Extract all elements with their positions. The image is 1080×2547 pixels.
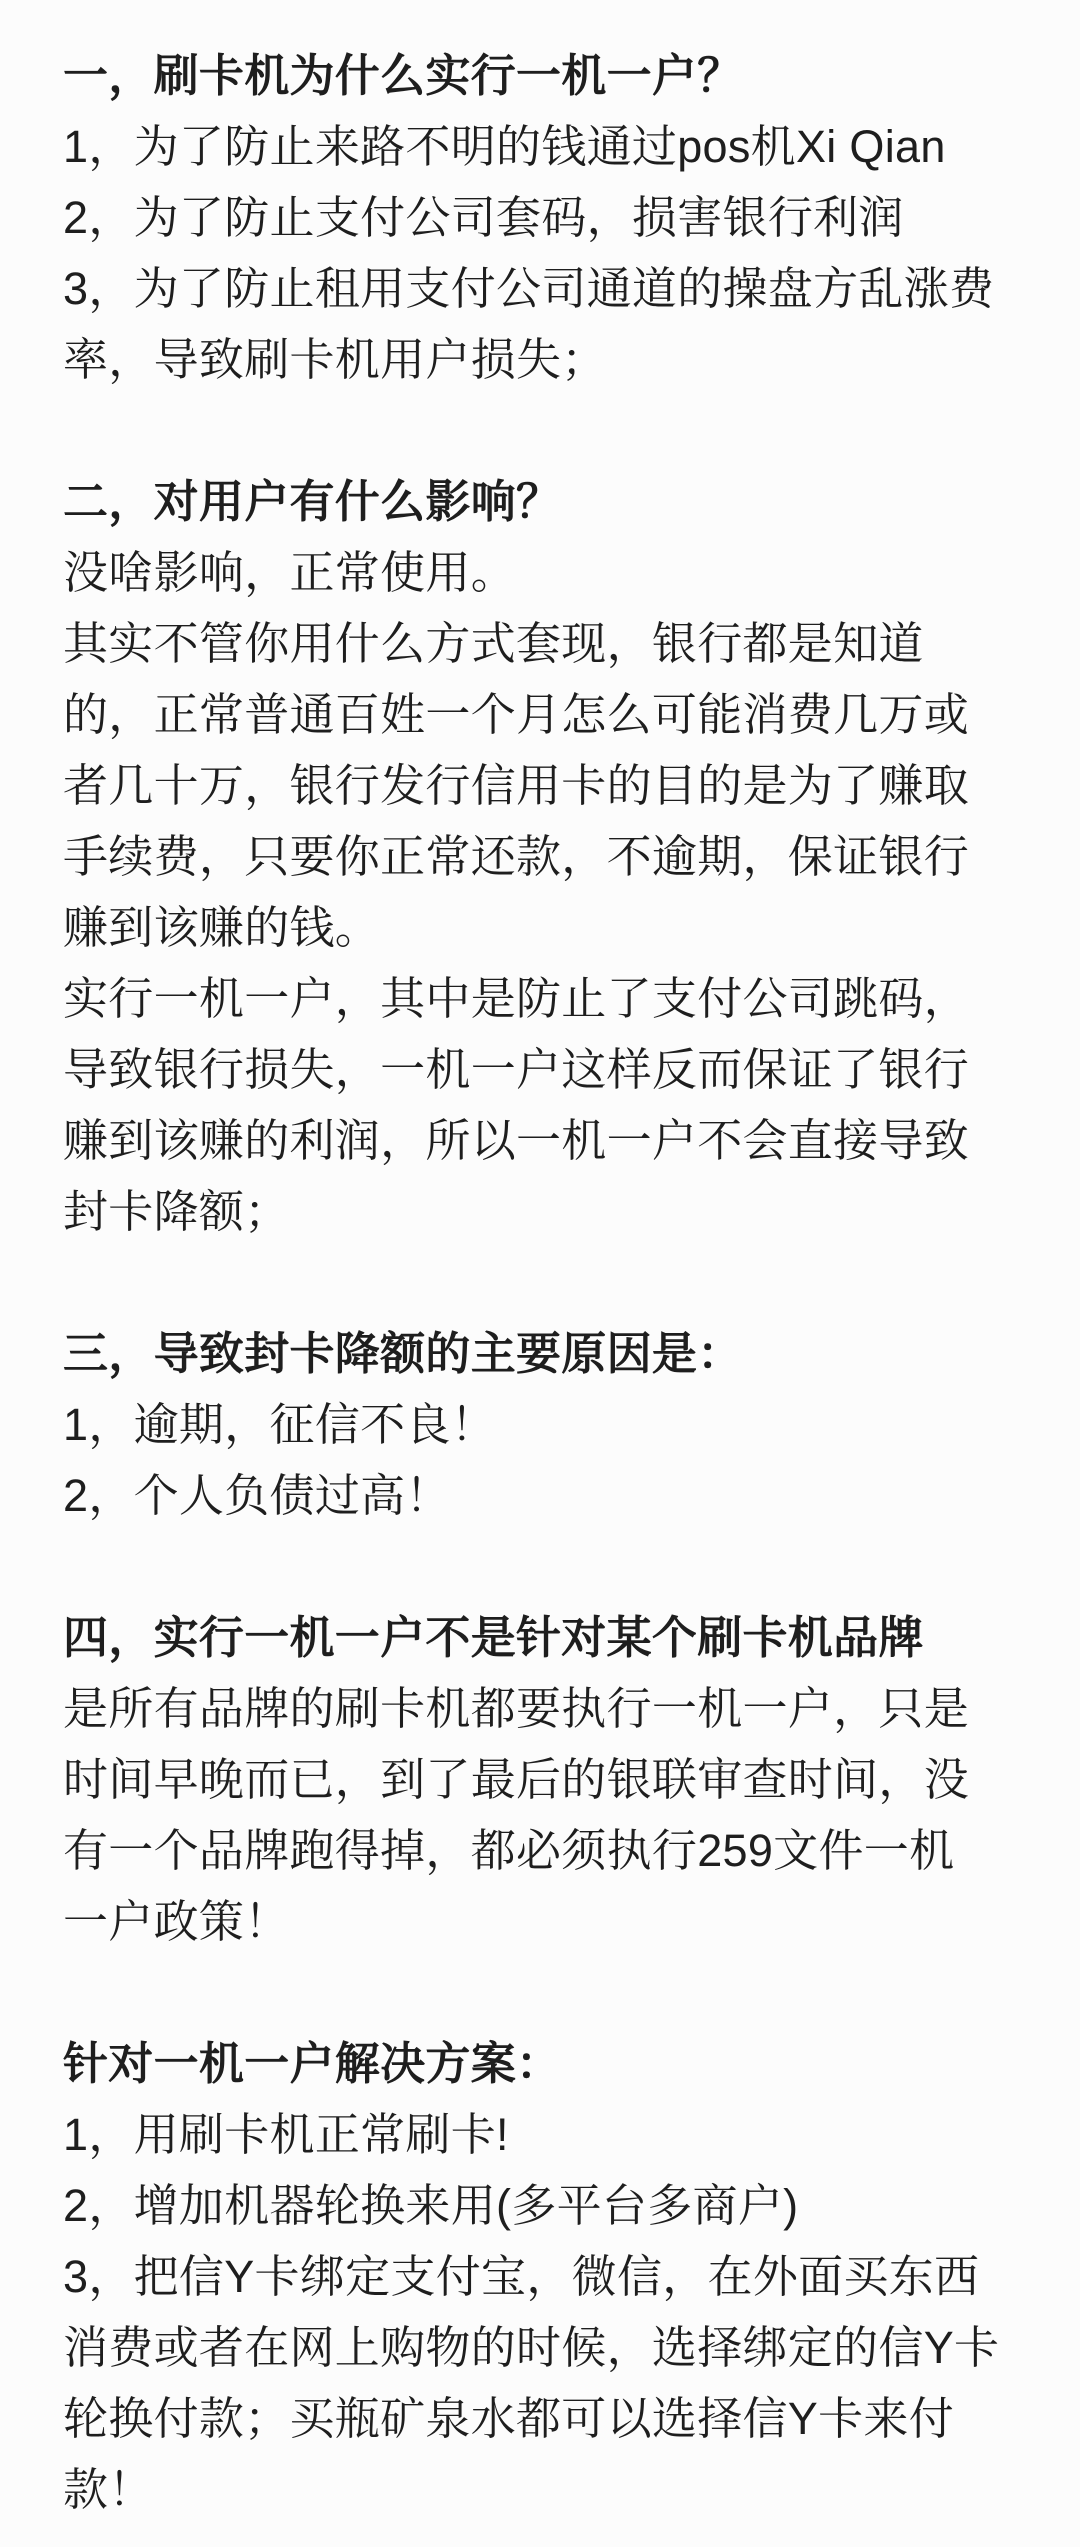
heading-line: 针对一机一户解决方案：: [63, 2038, 562, 2089]
text-line: 者几十万，银行发行信用卡的目的是为了赚取: [63, 760, 970, 811]
text-line: 其实不管你用什么方式套现，银行都是知道: [63, 618, 924, 669]
heading-line: 三，导致封卡降额的主要原因是：: [63, 1328, 743, 1379]
text-line: 1，为了防止来路不明的钱通过pos机Xi Qian: [63, 121, 946, 172]
blank-line: [63, 1957, 1020, 2028]
text-line: 是所有品牌的刷卡机都要执行一机一户，只是: [63, 1683, 970, 1734]
text-line: 1，逾期，征信不良！: [63, 1399, 497, 1450]
text-line: 2，个人负债过高！: [63, 1470, 451, 1521]
text-line: 1，用刷卡机正常刷卡!: [63, 2109, 509, 2160]
text-line: 实行一机一户，其中是防止了支付公司跳码，: [63, 973, 970, 1024]
text-line: 一户政策！: [63, 1896, 290, 1947]
text-line: 2，增加机器轮换来用(多平台多商户): [63, 2180, 799, 2231]
text-line: 封卡降额；: [63, 1186, 290, 1237]
text-lines-container: [63, 40, 1020, 2525]
text-line: 率，导致刷卡机用户损失；: [63, 334, 607, 385]
text-line: 有一个品牌跑得掉，都必须执行259文件一机: [63, 1825, 955, 1876]
heading-line: 一，刷卡机为什么实行一机一户？: [63, 50, 743, 101]
text-line: 时间早晚而已，到了最后的银联审查时间，没: [63, 1754, 970, 1805]
heading-line: 四，实行一机一户不是针对某个刷卡机品牌: [63, 1612, 924, 1663]
text-line: 赚到该赚的钱。: [63, 902, 381, 953]
text-line: 3，为了防止租用支付公司通道的操盘方乱涨费: [63, 263, 995, 314]
text-line: 手续费，只要你正常还款，不逾期，保证银行: [63, 831, 970, 882]
text-line: 轮换付款；买瓶矿泉水都可以选择信Y卡来付: [63, 2393, 955, 2444]
text-line: 没啥影响，正常使用。: [63, 547, 517, 598]
blank-line: [63, 1247, 1020, 1318]
text-line: 消费或者在网上购物的时候，选择绑定的信Y卡: [63, 2322, 1000, 2373]
text-line: 款！: [63, 2464, 154, 2515]
heading-line: 二，对用户有什么影响？: [63, 476, 562, 527]
text-line: 的，正常普通百姓一个月怎么可能消费几万或: [63, 689, 970, 740]
text-line: 导致银行损失，一机一户这样反而保证了银行: [63, 1044, 970, 1095]
text-line: 赚到该赚的利润，所以一机一户不会直接导致: [63, 1115, 970, 1166]
text-line: 3，把信Y卡绑定支付宝，微信，在外面买东西: [63, 2251, 980, 2302]
text-line: 2，为了防止支付公司套码，损害银行利润: [63, 192, 904, 243]
blank-line: [63, 1531, 1020, 1602]
blank-line: [63, 395, 1020, 466]
